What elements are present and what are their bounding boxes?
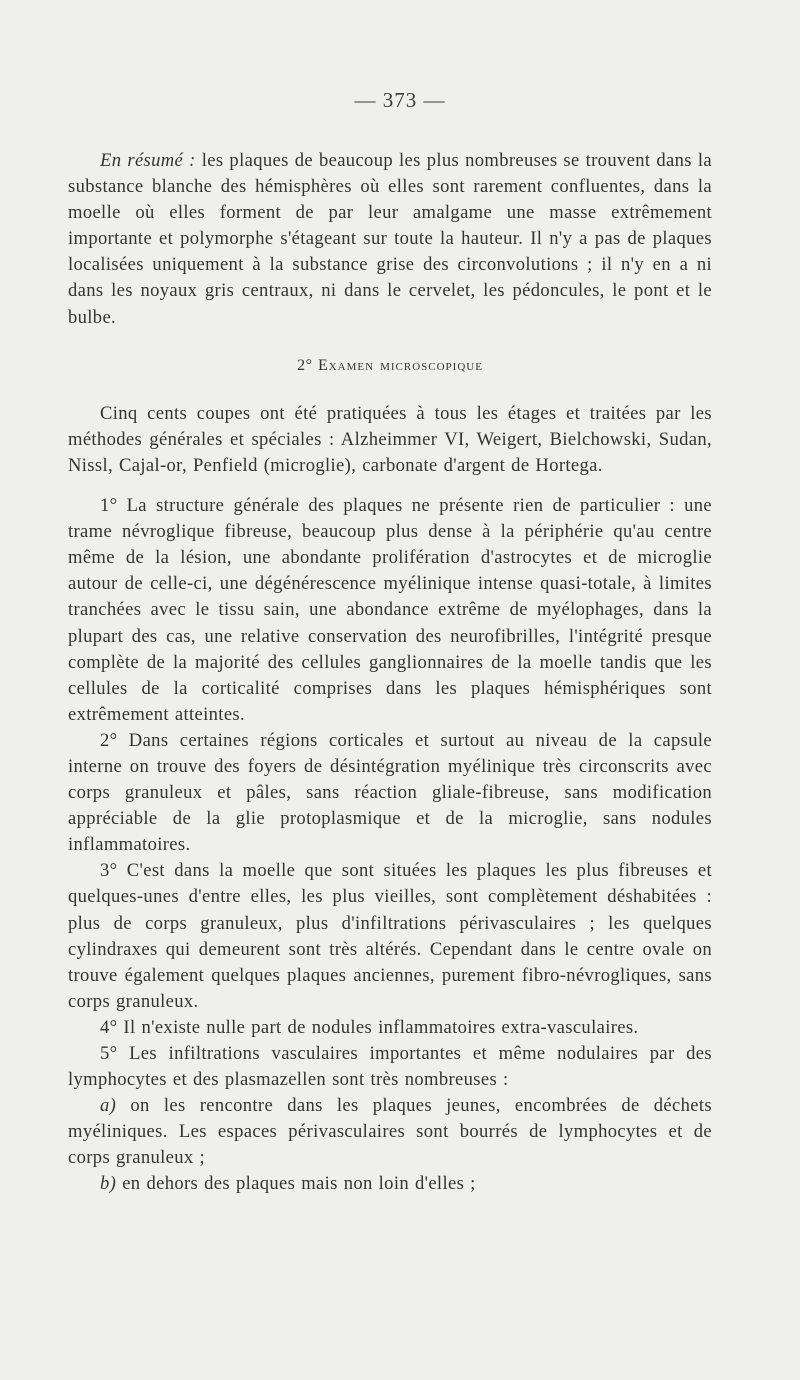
list-item-a (68, 1093, 712, 1171)
summary-text: les plaques de beaucoup les plus nombreuses se trouvent dans la substance blanche des hémisphères où elles sont rarement confluentes, dans la moelle où elles forment de par leur amalgame une masse extrêmement importante et polymorphe s'étageant sur toute la hauteur. Il n'y a pas de plaques localisées uniquement à la substance grise des circonvolutions ; il n'y en a ni dans les noyaux gris centraux, ni dans le cervelet, les pédoncules, le pont et le bulbe. (68, 150, 712, 328)
section-title: Examen microscopique (317, 356, 483, 374)
summary-label: En résumé : (100, 150, 196, 171)
summary-paragraph (68, 148, 712, 331)
list-item-a-letter: a) (100, 1095, 117, 1117)
paragraph-5: 5° Les infiltrations vasculaires importantes et même nodulaires par des lymphocytes et des plasmazellen sont très nombreuses : (68, 1043, 712, 1091)
section-heading (68, 353, 712, 379)
list-item-b (68, 1171, 712, 1197)
list-item-b-letter: b) (100, 1173, 117, 1195)
methods-paragraph: Cinq cents coupes ont été pratiquées à tous les étages et traitées par les méthodes générales et spéciales : Alzheimmer VI, Weigert, Bielchowski, Sudan, Nissl, Cajal-or, Penfield (microglie), carbonate d'argent de Hortega. (68, 402, 712, 476)
list-item-a-text: on les rencontre dans les plaques jeunes, encombrées de déchets myéliniques. Les espaces périvasculaires sont bourrés de lymphocytes et de corps granuleux ; (68, 1095, 712, 1169)
body-text (68, 148, 712, 1198)
paragraph-2: 2° Dans certaines régions corticales et surtout au niveau de la capsule interne on trouve des foyers de désintégration myélinique très circonscrits avec corps granuleux et pâles, sans réaction gliale-fibreuse, sans modification appréciable de la glie protoplasmique et de la microglie, sans nodules inflammatoires. (68, 729, 712, 856)
page-number: — 373 — (354, 88, 446, 112)
paragraph-1: 1° La structure générale des plaques ne présente rien de particulier : une trame névroglique fibreuse, beaucoup plus dense à la périphérie qu'au centre même de la lésion, une abondante prolifération d'astrocytes et de microglie autour de celle-ci, une dégénérescence myélinique intense quasi-totale, à limites tranchées avec le tissu sain, une abondance extrême de myélophages, dans la plupart des cas, une relative conservation des neurofibrilles, l'intégrité presque complète de la majorité des cellules ganglionnaires de la moelle tandis que les cellules de la corticalité comprises dans les plaques hémisphériques sont extrêmement atteintes. (68, 495, 712, 725)
list-item-b-text: en dehors des plaques mais non loin d'elles ; (116, 1173, 476, 1195)
paragraph-4: 4° Il n'existe nulle part de nodules inflammatoires extra-vasculaires. (100, 1016, 639, 1038)
paragraph-3: 3° C'est dans la moelle que sont situées les plaques les plus fibreuses et quelques-unes d'entre elles, les plus vieilles, sont complètement déshabitées : plus de corps granuleux, plus d'infiltrations périvasculaires ; les quelques cylindraxes qui demeurent sont très altérés. Cependant dans le centre ovale on trouve également quelques plaques anciennes, purement fibro-névrogliques, sans corps granuleux. (68, 860, 712, 1012)
section-number: 2° (297, 356, 313, 374)
